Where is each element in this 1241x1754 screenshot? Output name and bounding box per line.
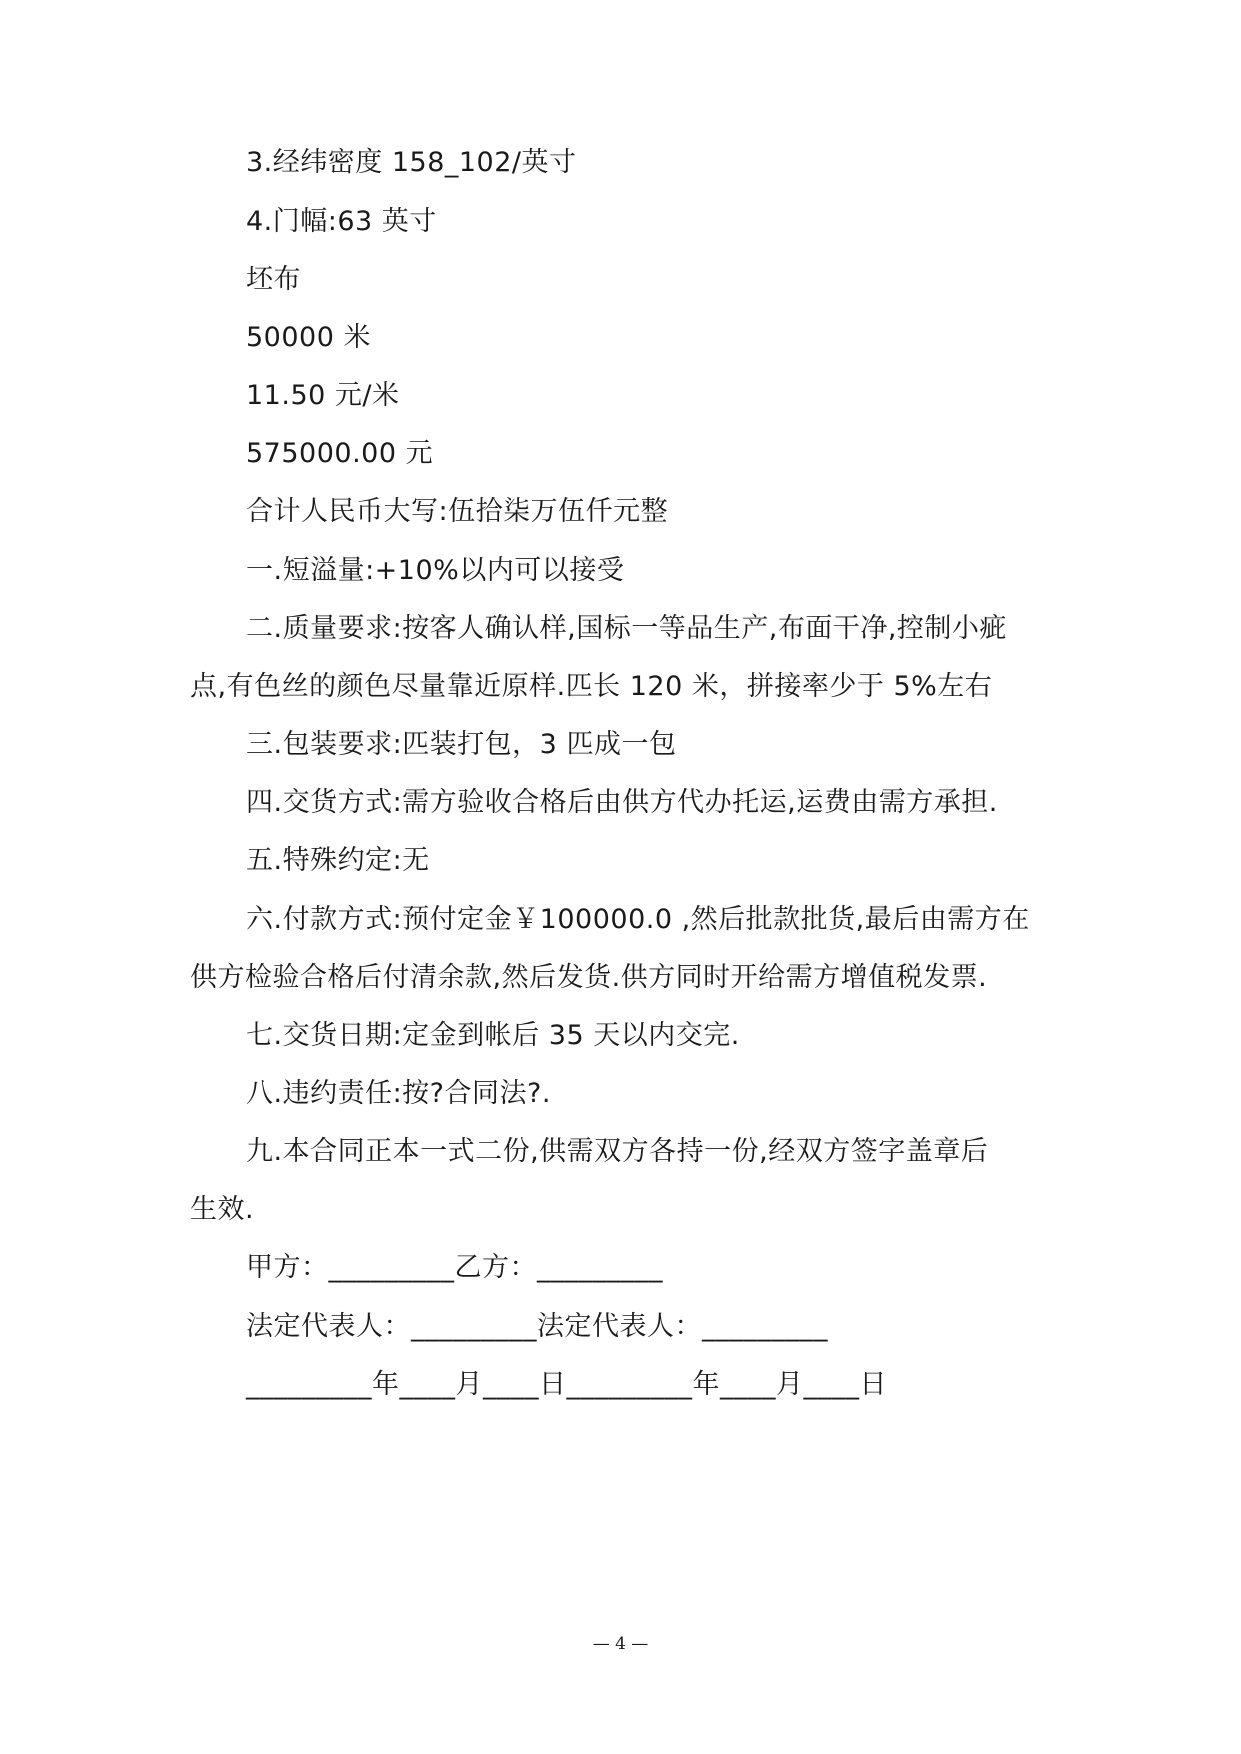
clause-7-line: 七.交货日期:定金到帐后 35 天以内交完. (246, 1020, 740, 1051)
signature-parties-line: 甲方：_________乙方：_________ (246, 1252, 663, 1283)
item-name-line: 坯布 (246, 264, 301, 295)
item-amount-line: 575000.00 元 (246, 438, 434, 469)
clause-9-line-2: 生效. (190, 1194, 255, 1225)
page-number: — 4 — (592, 1634, 649, 1654)
signature-representatives-line: 法定代表人：_________法定代表人：_________ (246, 1311, 828, 1342)
item-unit-price-line: 11.50 元/米 (246, 380, 400, 411)
spec-width-line: 4.门幅:63 英寸 (246, 206, 437, 237)
item-quantity-line: 50000 米 (246, 322, 371, 353)
clause-9-line-1: 九.本合同正本一式二份,供需双方各持一份,经双方签字盖章后 (246, 1136, 989, 1167)
clause-5-line: 五.特殊约定:无 (246, 845, 430, 876)
clause-1-line: 一.短溢量:+10%以内可以接受 (246, 555, 625, 586)
clause-3-line: 三.包装要求:匹装打包，3 匹成一包 (246, 729, 677, 760)
clause-2-line-1: 二.质量要求:按客人确认样,国标一等品生产,布面干净,控制小疵 (246, 613, 1007, 644)
clause-6-line-2: 供方检验合格后付清余款,然后发货.供方同时开给需方增值税发票. (190, 962, 988, 993)
signature-dates-line: _________年____月____日_________年____月____日 (246, 1369, 887, 1400)
clause-8-line: 八.违约责任:按?合同法?. (246, 1078, 551, 1109)
spec-density-line: 3.经纬密度 158_102/英寸 (246, 147, 577, 178)
clause-2-line-2: 点,有色丝的颜色尽量靠近原样.匹长 120 米，拼接率少于 5%左右 (190, 671, 993, 702)
total-uppercase-line: 合计人民币大写:伍拾柒万伍仟元整 (246, 496, 669, 527)
clause-4-line: 四.交货方式:需方验收合格后由供方代办托运,运费由需方承担. (246, 787, 998, 818)
clause-6-line-1: 六.付款方式:预付定金￥100000.0 ,然后批款批货,最后由需方在 (246, 904, 1030, 935)
